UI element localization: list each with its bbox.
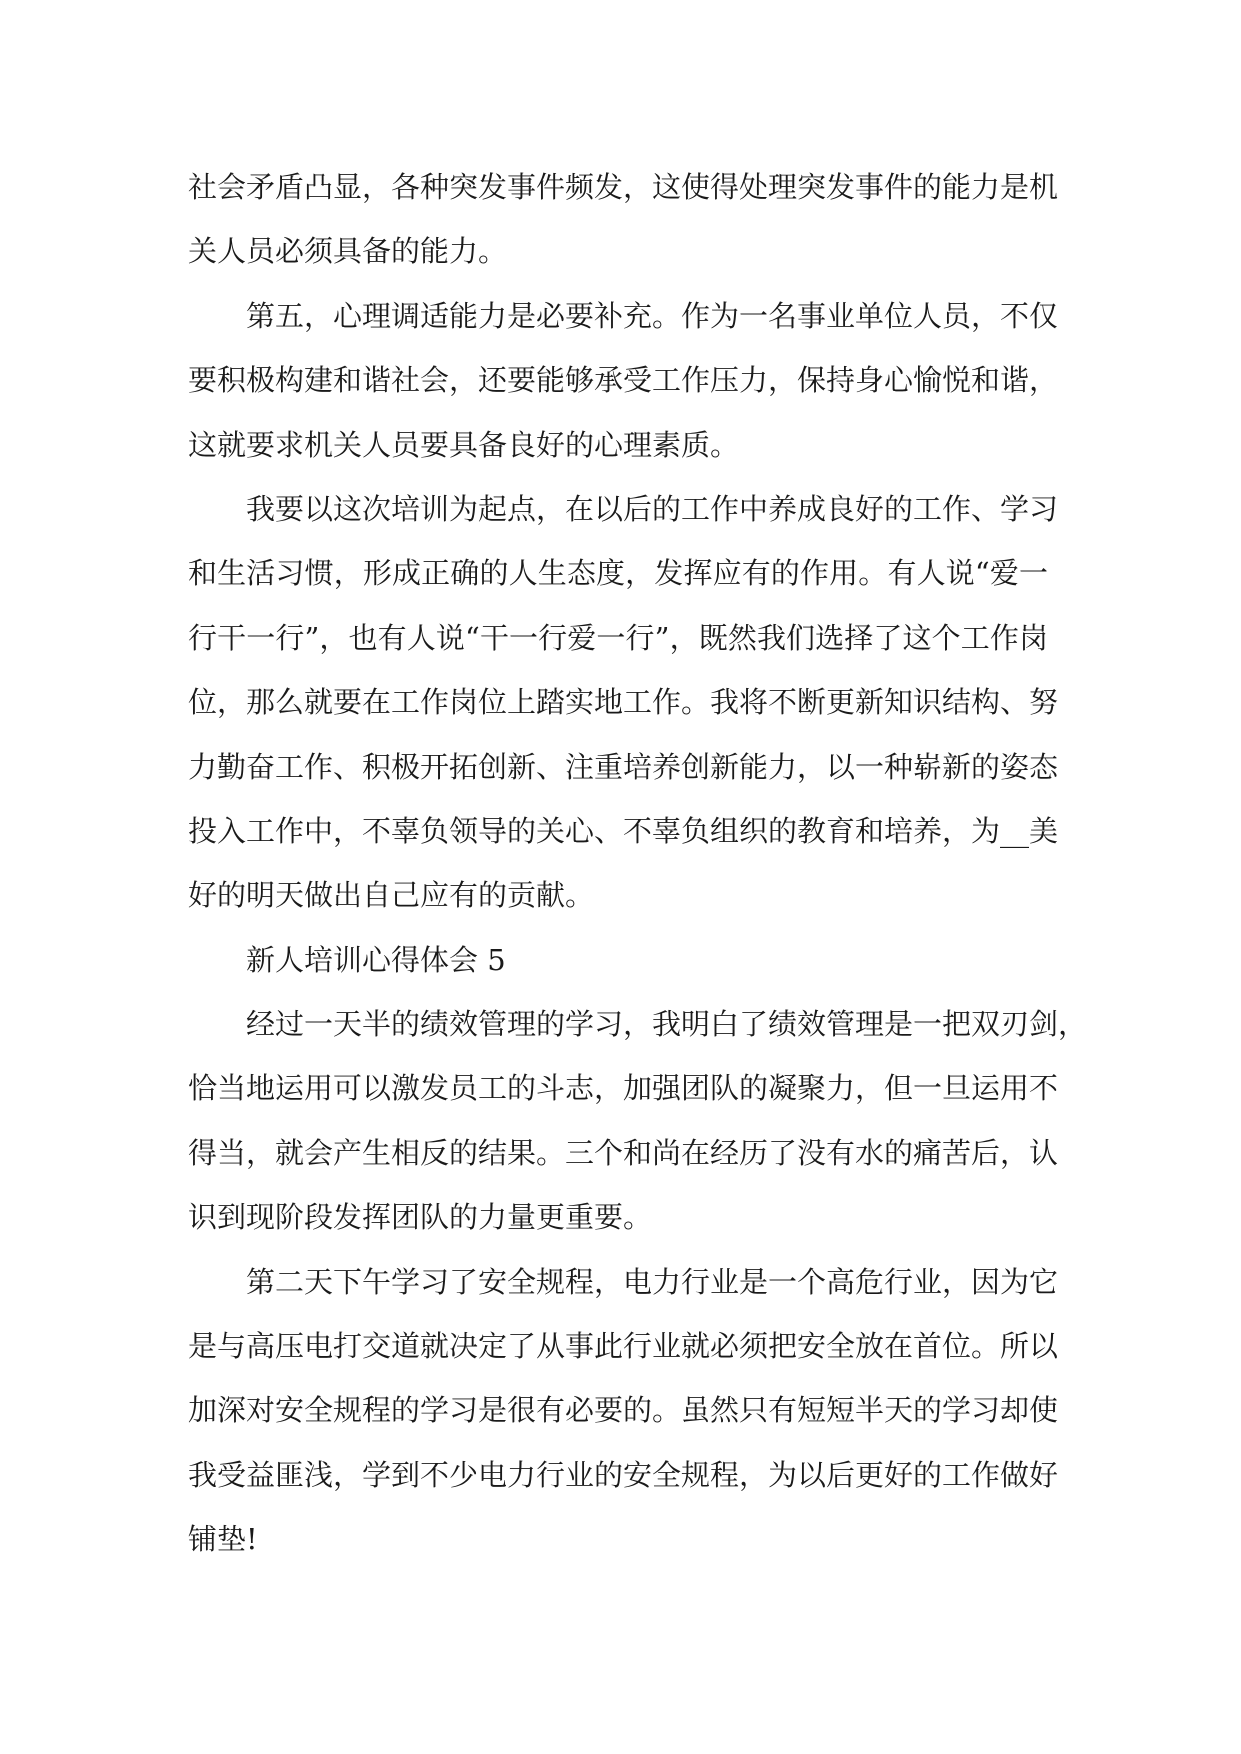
text-line: 关人员必须具备的能力。 <box>188 234 508 269</box>
text-line: 新人培训心得体会 5 <box>246 942 506 977</box>
text-line: 是与高压电打交道就决定了从事此行业就必须把安全放在首位。所以 <box>188 1329 1059 1364</box>
document-body <box>188 155 1088 1572</box>
text-line: 行干一行”，也有人说“干一行爱一行”，既然我们选择了这个工作岗 <box>188 620 1048 655</box>
text-line: 要积极构建和谐社会，还要能够承受工作压力，保持身心愉悦和谐， <box>188 363 1059 398</box>
text-line: 得当，就会产生相反的结果。三个和尚在经历了没有水的痛苦后，认 <box>188 1135 1059 1170</box>
text-line: 第五，心理调适能力是必要补充。作为一名事业单位人员，不仅 <box>246 298 1059 333</box>
text-line: 经过一天半的绩效管理的学习，我明白了绩效管理是一把双刃剑， <box>246 1007 1088 1042</box>
text-line: 好的明天做出自己应有的贡献。 <box>188 878 595 913</box>
text-line: 我受益匪浅，学到不少电力行业的安全规程，为以后更好的工作做好 <box>188 1457 1059 1492</box>
text-line: 我要以这次培训为起点，在以后的工作中养成良好的工作、学习 <box>246 491 1059 526</box>
text-line: 加深对安全规程的学习是很有必要的。虽然只有短短半天的学习却使 <box>188 1393 1059 1428</box>
text-line: 力勤奋工作、积极开拓创新、注重培养创新能力，以一种崭新的姿态 <box>188 749 1059 784</box>
text-line: 社会矛盾凸显，各种突发事件频发，这使得处理突发事件的能力是机 <box>188 170 1059 204</box>
text-line: 恰当地运用可以激发员工的斗志，加强团队的凝聚力，但一旦运用不 <box>188 1071 1059 1106</box>
text-line: 这就要求机关人员要具备良好的心理素质。 <box>188 427 740 462</box>
text-line: 位，那么就要在工作岗位上踏实地工作。我将不断更新知识结构、努 <box>188 685 1059 720</box>
text-line: 投入工作中，不辜负领导的关心、不辜负组织的教育和培养，为__美 <box>188 813 1059 848</box>
text-line: 铺垫! <box>188 1522 258 1557</box>
text-line: 第二天下午学习了安全规程，电力行业是一个高危行业，因为它 <box>246 1264 1059 1299</box>
text-line: 和生活习惯，形成正确的人生态度，发挥应有的作用。有人说“爱一 <box>188 556 1048 591</box>
text-line: 识到现阶段发挥团队的力量更重要。 <box>188 1200 653 1235</box>
